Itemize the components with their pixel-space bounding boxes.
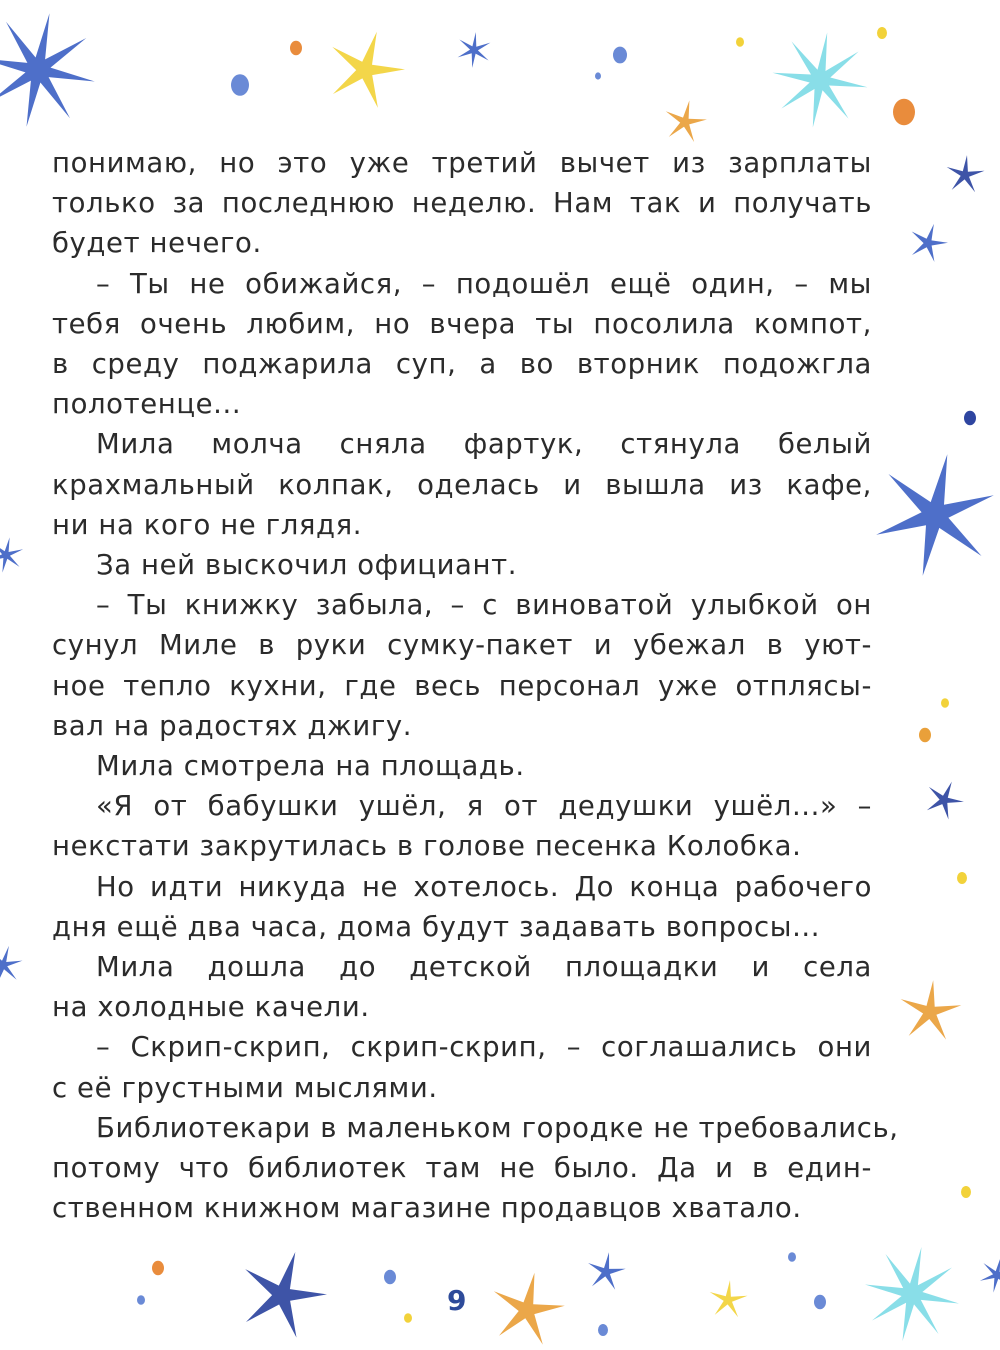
- text-line: ни на кого не глядя.: [52, 508, 363, 541]
- dot-icon: [736, 37, 744, 47]
- dot-icon: [595, 72, 601, 79]
- star-icon: [912, 224, 948, 262]
- text-line: крахмальный колпак, оделась и вышла из кафе,: [52, 468, 872, 501]
- star-icon: [494, 1273, 565, 1345]
- star-icon: [865, 1247, 959, 1341]
- star-icon: [0, 537, 23, 572]
- star-icon: [0, 13, 95, 127]
- text-line: в среду поджарила суп, а во вторник подожгла: [52, 348, 872, 381]
- text-line: Мила дошла до детской площадки и села: [96, 951, 872, 984]
- page-number: 9: [447, 1284, 467, 1317]
- text-line: Но идти никуда не хотелось. До конца рабочего: [96, 870, 872, 903]
- text-line: некстати закрутилась в голове песенка Колобка.: [52, 830, 802, 863]
- star-icon: [588, 1252, 626, 1290]
- text-line: понимаю, но это уже третий вычет из зарплаты: [52, 147, 872, 179]
- story-text: [52, 143, 899, 1228]
- dot-icon: [231, 74, 249, 96]
- text-line: ственном книжном магазине продавцов хватало.: [52, 1192, 802, 1225]
- star-icon: [710, 1280, 748, 1317]
- star-icon: [947, 155, 985, 192]
- text-line: За ней выскочил официант.: [96, 549, 518, 582]
- text-line: на холодные качели.: [52, 991, 370, 1024]
- dot-icon: [404, 1313, 412, 1323]
- star-icon: [0, 946, 23, 984]
- text-line: дня ещё два часа, дома будут задавать вопросы...: [52, 910, 821, 943]
- text-line: потому что библиотек там не было. Да и в един-: [52, 1152, 872, 1185]
- dot-icon: [893, 99, 915, 125]
- dot-icon: [919, 728, 931, 742]
- dot-icon: [941, 698, 949, 708]
- dot-icon: [598, 1324, 608, 1336]
- text-line: будет нечего.: [52, 227, 262, 260]
- star-icon: [332, 32, 405, 108]
- star-icon: [927, 782, 964, 820]
- star-icon: [458, 32, 491, 68]
- star-icon: [876, 454, 994, 576]
- dot-icon: [137, 1295, 145, 1305]
- dot-icon: [788, 1252, 796, 1262]
- dot-icon: [613, 47, 627, 64]
- dot-icon: [877, 27, 887, 39]
- star-icon: [773, 33, 868, 128]
- dot-icon: [384, 1270, 396, 1284]
- dot-icon: [964, 411, 976, 425]
- text-line: Библиотекари в маленьком городке не требовались,: [96, 1111, 899, 1144]
- star-icon: [666, 100, 707, 142]
- text-line: «Я от бабушки ушёл, я от дедушки ушёл...» –: [96, 790, 872, 823]
- text-line: тебя очень любим, но вчера ты посолила компот,: [52, 307, 872, 340]
- dot-icon: [152, 1261, 164, 1275]
- dot-icon: [957, 872, 967, 884]
- dot-icon: [290, 41, 302, 55]
- text-line: Мила смотрела на площадь.: [96, 750, 525, 783]
- text-line: Мила молча сняла фартук, стянула белый: [96, 428, 872, 461]
- star-icon: [980, 1257, 1000, 1292]
- text-line: полотенце...: [52, 388, 242, 421]
- text-line: ное тепло кухни, где весь персонал уже отплясы-: [52, 669, 872, 702]
- text-line: – Скрип-скрип, скрип-скрип, – соглашались они: [96, 1031, 872, 1064]
- dot-icon: [814, 1295, 826, 1309]
- dot-icon: [961, 1186, 971, 1198]
- text-line: – Ты книжку забыла, – с виноватой улыбкой он: [96, 589, 872, 622]
- text-line: с её грустными мыслями.: [52, 1071, 438, 1104]
- star-icon: [901, 980, 962, 1039]
- text-line: только за последнюю неделю. Нам так и получать: [52, 187, 872, 220]
- text-line: вал на радостях джигу.: [52, 709, 413, 742]
- star-icon: [245, 1252, 327, 1338]
- text-line: – Ты не обижайся, – подошёл ещё один, – мы: [96, 267, 872, 300]
- text-line: сунул Миле в руки сумку-пакет и убежал в уют-: [52, 629, 872, 662]
